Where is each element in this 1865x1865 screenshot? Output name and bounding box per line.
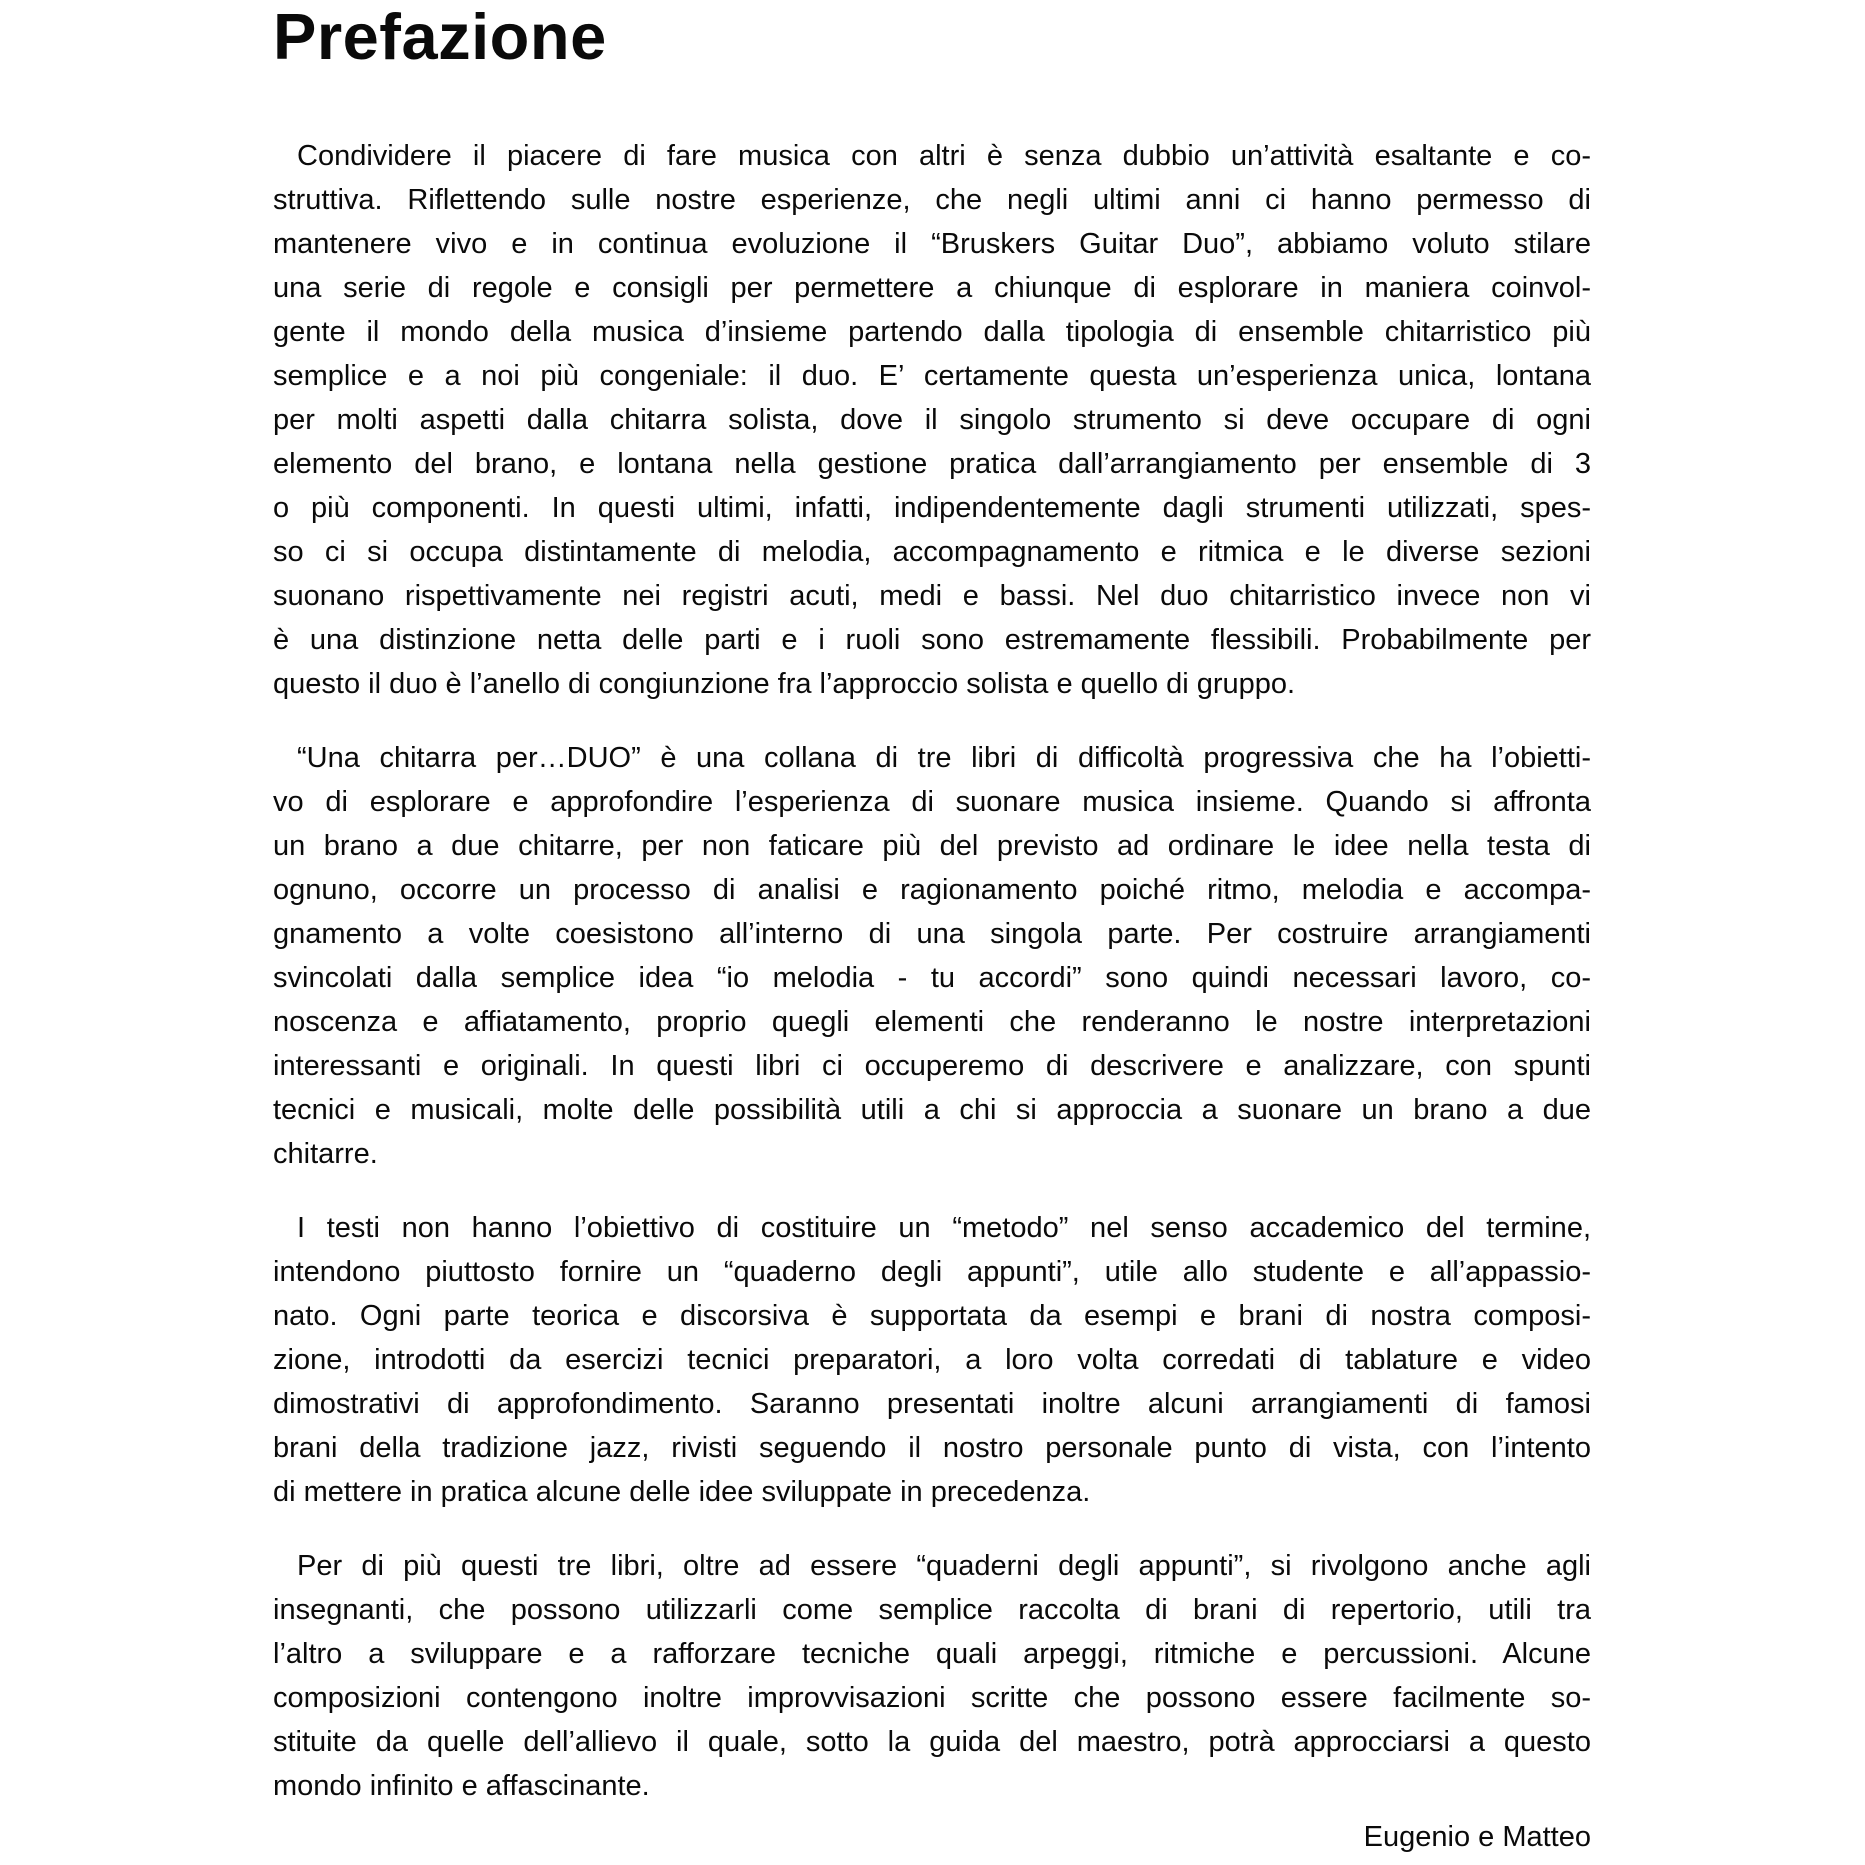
paragraph-line: Condividere il piacere di fare musica con altri è senza dubbio un’attività esaltante e co-	[297, 140, 1591, 172]
paragraph-line: nato. Ogni parte teorica e discorsiva è supportata da esempi e brani di nostra composi-	[273, 1300, 1591, 1332]
paragraph-line: ognuno, occorre un processo di analisi e ragionamento poiché ritmo, melodia e accompa-	[273, 874, 1591, 906]
document-content	[273, 0, 1591, 1865]
paragraph-line: questo il duo è l’anello di congiunzione fra l’approccio solista e quello di gruppo.	[273, 668, 1296, 700]
paragraph	[273, 1544, 1591, 1808]
paragraph	[273, 736, 1591, 1176]
paragraph-line: intendono piuttosto fornire un “quaderno degli appunti”, utile allo studente e all’appassio-	[273, 1256, 1591, 1288]
paragraph-line: mantenere vivo e in continua evoluzione il “Bruskers Guitar Duo”, abbiamo voluto stilare	[273, 228, 1591, 260]
paragraph-line: per molti aspetti dalla chitarra solista, dove il singolo strumento si deve occupare di ogni	[273, 404, 1591, 436]
paragraph-line: “Una chitarra per…DUO” è una collana di tre libri di difficoltà progressiva che ha l’obietti-	[297, 742, 1591, 774]
signature: Eugenio e Matteo	[1363, 1821, 1591, 1853]
paragraph-line: Per di più questi tre libri, oltre ad essere “quaderni degli appunti”, si rivolgono anche agli	[297, 1550, 1591, 1582]
paragraph-line: mondo infinito e affascinante.	[273, 1770, 650, 1802]
paragraph-line: stituite da quelle dell’allievo il quale, sotto la guida del maestro, potrà approcciarsi a questo	[273, 1726, 1591, 1758]
paragraph-line: tecnici e musicali, molte delle possibilità utili a chi si approccia a suonare un brano a due	[273, 1094, 1591, 1126]
paragraph-line: elemento del brano, e lontana nella gestione pratica dall’arrangiamento per ensemble di 3	[273, 448, 1591, 480]
paragraph-line: gente il mondo della musica d’insieme partendo dalla tipologia di ensemble chitarristico più	[273, 316, 1591, 348]
paragraph-line: di mettere in pratica alcune delle idee sviluppate in precedenza.	[273, 1476, 1091, 1508]
paragraph-line: brani della tradizione jazz, rivisti seguendo il nostro personale punto di vista, con l’intento	[273, 1432, 1591, 1464]
paragraph-line: interessanti e originali. In questi libri ci occuperemo di descrivere e analizzare, con spunti	[273, 1050, 1591, 1082]
paragraph-line: composizioni contengono inoltre improvvisazioni scritte che possono essere facilmente so-	[273, 1682, 1591, 1714]
paragraph-line: o più componenti. In questi ultimi, infatti, indipendentemente dagli strumenti utilizzati, spes-	[273, 492, 1591, 524]
paragraph-line: chitarre.	[273, 1138, 378, 1170]
paragraph-line: so ci si occupa distintamente di melodia, accompagnamento e ritmica e le diverse sezioni	[273, 536, 1591, 568]
paragraph-line: semplice e a noi più congeniale: il duo. E’ certamente questa un’esperienza unica, lontana	[273, 360, 1591, 392]
paragraph	[273, 1206, 1591, 1514]
page-title: Prefazione	[273, 0, 607, 73]
paragraph-line: gnamento a volte coesistono all’interno di una singola parte. Per costruire arrangiamenti	[273, 918, 1591, 950]
paragraph-line: zione, introdotti da esercizi tecnici preparatori, a loro volta corredati di tablature e video	[273, 1344, 1591, 1376]
paragraph-line: vo di esplorare e approfondire l’esperienza di suonare musica insieme. Quando si affronta	[273, 786, 1591, 818]
paragraph-line: I testi non hanno l’obiettivo di costituire un “metodo” nel senso accademico del termine,	[297, 1212, 1591, 1244]
paragraph-line: insegnanti, che possono utilizzarli come semplice raccolta di brani di repertorio, utili tra	[273, 1594, 1591, 1626]
paragraph	[273, 134, 1591, 706]
paragraph-line: è una distinzione netta delle parti e i ruoli sono estremamente flessibili. Probabilmente per	[273, 624, 1591, 656]
paragraph-line: struttiva. Riflettendo sulle nostre esperienze, che negli ultimi anni ci hanno permesso di	[273, 184, 1591, 216]
paragraph-line: noscenza e affiatamento, proprio quegli elementi che renderanno le nostre interpretazioni	[273, 1006, 1591, 1038]
paragraph-line: l’altro a sviluppare e a rafforzare tecniche quali arpeggi, ritmiche e percussioni. Alcune	[273, 1638, 1591, 1670]
paragraph-line: una serie di regole e consigli per permettere a chiunque di esplorare in maniera coinvol-	[273, 272, 1591, 304]
paragraph-line: dimostrativi di approfondimento. Saranno presentati inoltre alcuni arrangiamenti di famosi	[273, 1388, 1591, 1420]
paragraph-line: suonano rispettivamente nei registri acuti, medi e bassi. Nel duo chitarristico invece non vi	[273, 580, 1591, 612]
paragraph-line: svincolati dalla semplice idea “io melodia - tu accordi” sono quindi necessari lavoro, co-	[273, 962, 1591, 994]
paragraph-line: un brano a due chitarre, per non faticare più del previsto ad ordinare le idee nella testa di	[273, 830, 1591, 862]
